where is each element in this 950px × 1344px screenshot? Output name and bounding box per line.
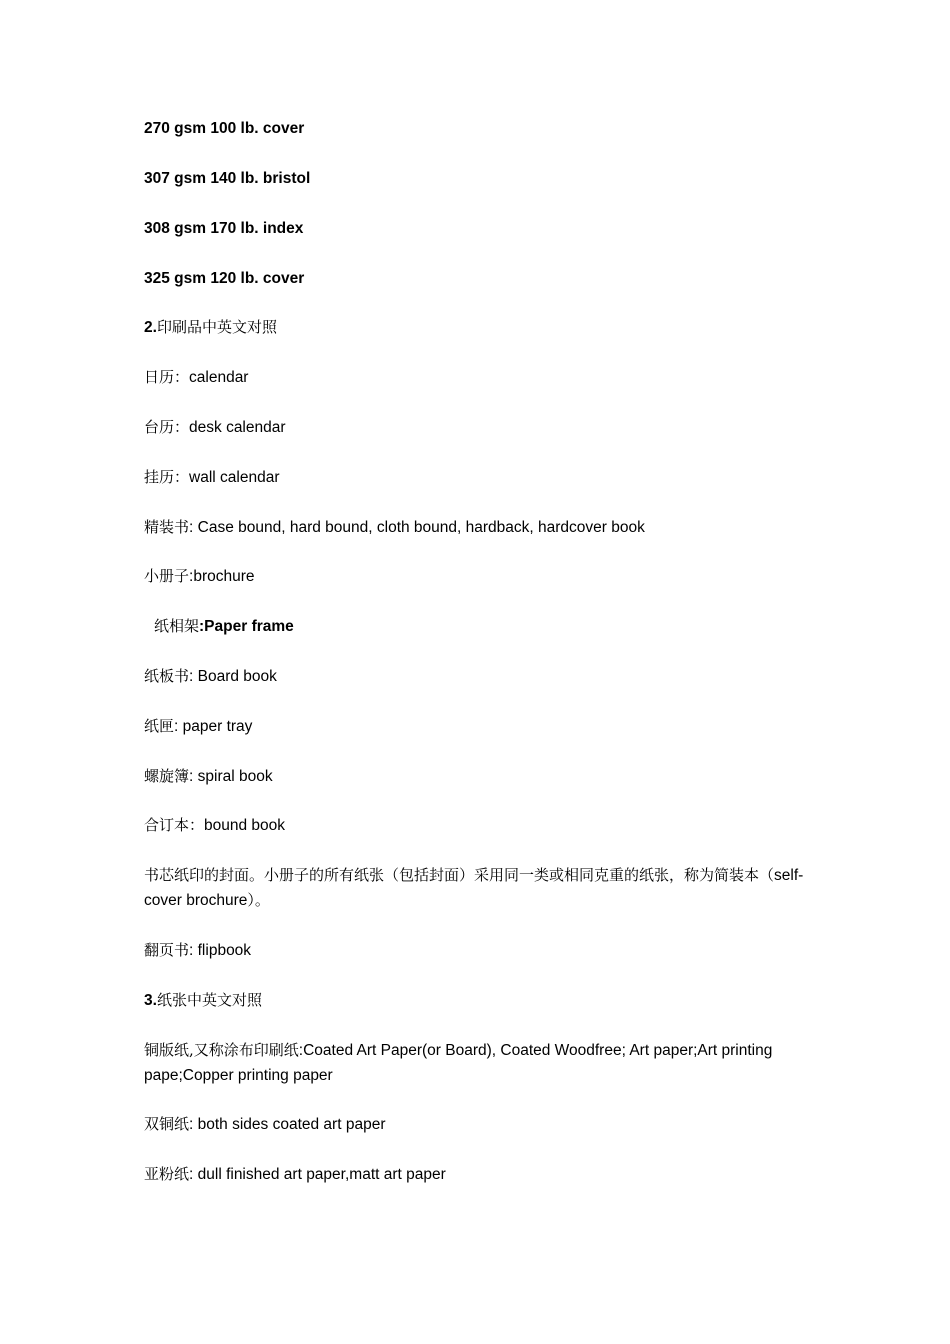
term-en: : flipbook [189, 942, 252, 959]
paragraph-en: self-cover brochure [144, 867, 804, 909]
term-en: : Board book [189, 668, 277, 685]
term-zh: 纸匣 [144, 717, 175, 735]
term-zh: 螺旋簿 [144, 767, 190, 785]
term-paper-frame [154, 614, 824, 639]
term-flipbook [144, 938, 814, 963]
section-number: 2. [144, 319, 157, 336]
term-en: : paper tray [174, 718, 253, 735]
term-en: bound book [204, 817, 286, 834]
term-zh: 挂历： [144, 468, 190, 486]
gsm-text: 325 gsm 120 lb. cover [144, 270, 305, 287]
term-en: : spiral book [189, 768, 273, 785]
gsm-text: 308 gsm 170 lb. index [144, 220, 304, 237]
term-coated-art-paper [144, 1038, 809, 1088]
term-both-sides-coated [144, 1112, 814, 1137]
gsm-text: 270 gsm 100 lb. cover [144, 120, 305, 137]
term-en: :Paper frame [199, 618, 294, 635]
term-brochure [144, 564, 814, 589]
section-heading-printed-matter [144, 315, 814, 340]
term-zh: 合订本： [144, 816, 205, 834]
term-en: calendar [189, 369, 249, 386]
section-title: 纸张中英文对照 [156, 991, 262, 1009]
term-en: : dull finished art paper,matt art paper [189, 1166, 446, 1183]
term-calendar [144, 365, 814, 390]
term-board-book [144, 664, 814, 689]
gsm-line-308 [144, 216, 814, 241]
term-en: : Case bound, hard bound, cloth bound, hardback, hardcover book [189, 519, 645, 536]
term-en: desk calendar [189, 419, 286, 436]
term-matt-art-paper [144, 1162, 814, 1187]
term-zh: 台历： [144, 418, 190, 436]
term-en: :brochure [189, 568, 255, 585]
term-zh: 小册子 [144, 567, 190, 585]
term-zh: 铜版纸,又称涂布印刷纸 [144, 1041, 299, 1059]
term-en: : both sides coated art paper [189, 1116, 386, 1133]
term-zh: 亚粉纸 [144, 1165, 190, 1183]
term-desk-calendar [144, 415, 814, 440]
paragraph-self-cover [144, 863, 804, 913]
gsm-text: 307 gsm 140 lb. bristol [144, 170, 311, 187]
term-zh: 日历： [144, 368, 190, 386]
gsm-line-325 [144, 266, 814, 291]
term-spiral-book [144, 764, 814, 789]
term-en: wall calendar [189, 469, 280, 486]
section-number: 3. [144, 992, 157, 1009]
term-zh: 翻页书 [144, 941, 190, 959]
section-heading-paper [144, 988, 814, 1013]
section-title: 印刷品中英文对照 [156, 318, 277, 336]
term-hardcover-book [144, 515, 814, 540]
term-en: :Coated Art Paper(or Board), Coated Woodfree; Art paper;Art printing pape;Copper printing paper [144, 1042, 773, 1084]
term-zh: 纸板书 [144, 667, 190, 685]
term-bound-book [144, 813, 814, 838]
term-zh: 精装书 [144, 518, 190, 536]
paragraph-zh-end: ）。 [247, 891, 270, 909]
term-wall-calendar [144, 465, 814, 490]
gsm-line-307 [144, 166, 814, 191]
paragraph-zh: 书芯纸印的封面。小册子的所有纸张（包括封面）采用同一类或相同克重的纸张，称为简装本（ [144, 866, 775, 884]
term-zh: 双铜纸 [144, 1115, 190, 1133]
term-zh: 纸相架 [154, 617, 200, 635]
term-paper-tray [144, 714, 814, 739]
gsm-line-270 [144, 116, 814, 141]
